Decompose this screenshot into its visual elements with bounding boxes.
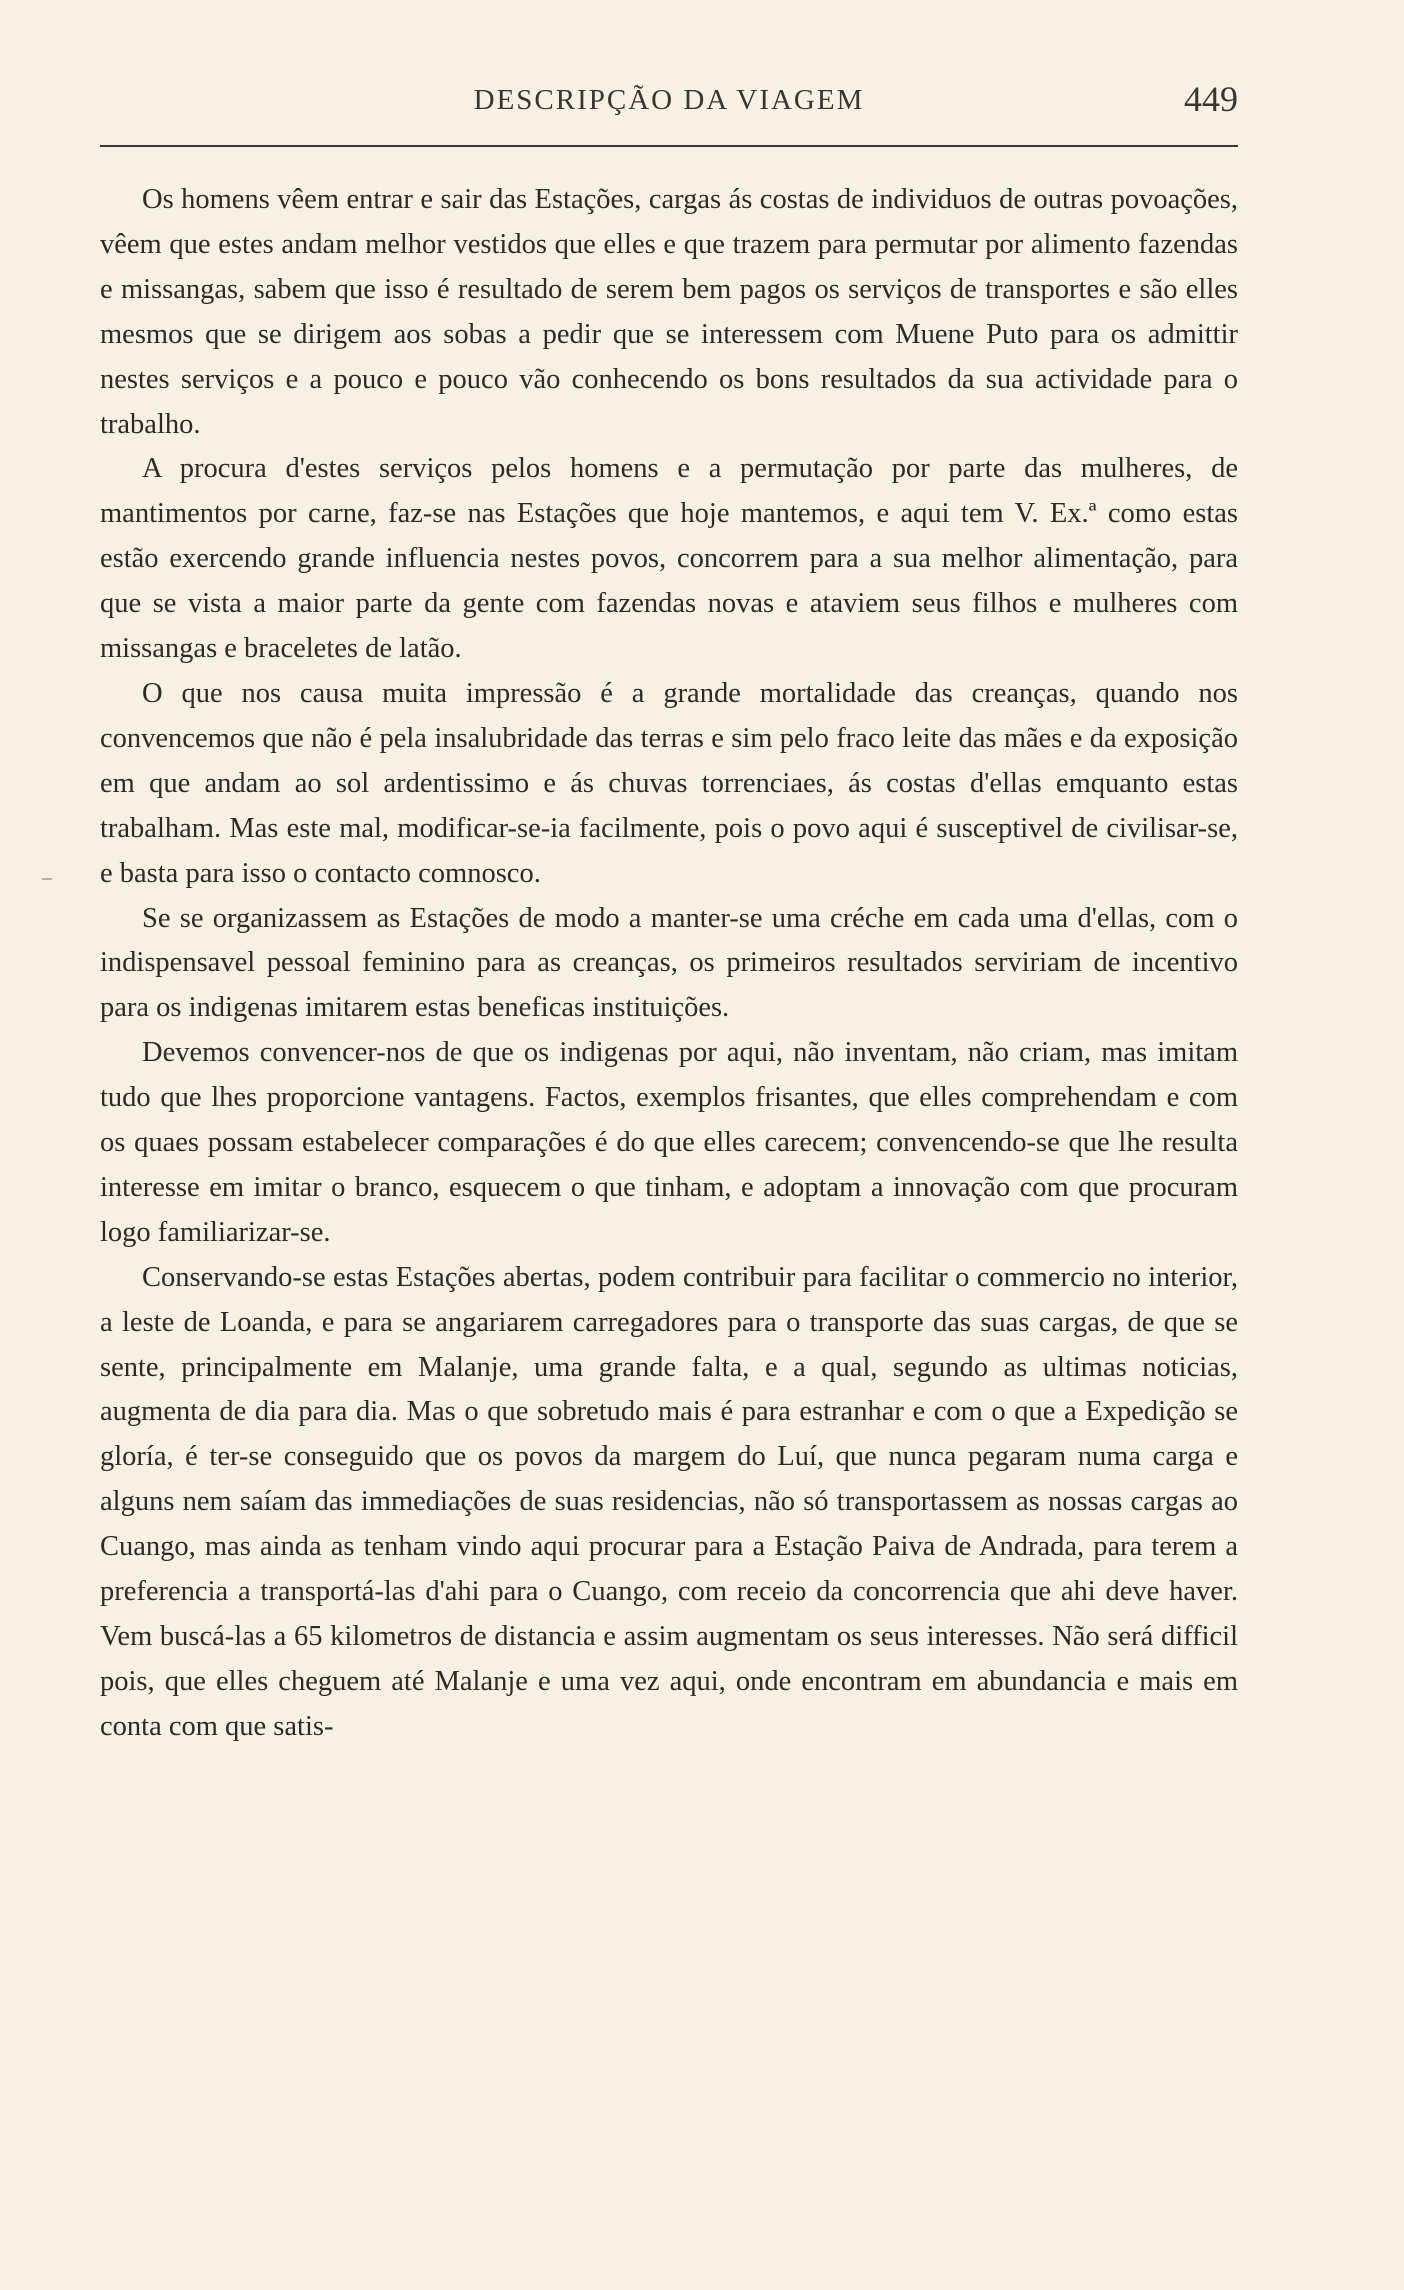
body-text [100, 178, 1238, 1750]
margin-mark [42, 878, 52, 880]
header-rule [100, 145, 1238, 147]
paragraph-4: Se se organizassem as Estações de modo a manter-se uma créche em cada uma d'ellas, com o indispensavel pessoal feminino para as creanças, os primeiros resultados serviriam de incentivo para os indigenas imitarem estas beneficas instituições. [100, 902, 1238, 1024]
paragraph-2: A procura d'estes serviços pelos homens e a permutação por parte das mulheres, de mantimentos por carne, faz-se nas Estações que hoje mantemos, e aqui tem V. Ex.ª como estas estão exercendo grande influencia nestes povos, concorrem para a sua melhor alimentação, para que se vista a maior parte da gente com fazendas novas e ataviem seus filhos e mulheres com missangas e braceletes de latão. [100, 453, 1238, 665]
paragraph-3: O que nos causa muita impressão é a grande mortalidade das creanças, quando nos convencemos que não é pela insalubridade das terras e sim pelo fraco leite das mães e da exposição em que andam ao sol ardentissimo e ás chuvas torrenciaes, ás costas d'ellas emquanto estas trabalham. Mas este mal, modificar-se-ia facilmente, pois o povo aqui é susceptivel de civilisar-se, e basta para isso o contacto comnosco. [100, 677, 1238, 889]
page-header [100, 78, 1238, 128]
paragraph-5: Devemos convencer-nos de que os indigenas por aqui, não inventam, não criam, mas imitam tudo que lhes proporcione vantagens. Factos, exemplos frisantes, que elles comprehendam e com os quaes possam estabelecer comparações é do que elles carecem; convencendo-se que lhe resulta interesse em imitar o branco, esquecem o que tinham, e adoptam a innovação com que procuram logo familiarizar-se. [100, 1037, 1238, 1248]
paragraph-1: Os homens vêem entrar e sair das Estações, cargas ás costas de individuos de outras povoações, vêem que estes andam melhor vestidos que elles e que trazem para permutar por alimento fazendas e missangas, sabem que isso é resultado de serem bem pagos os serviços de transportes e são elles mesmos que se dirigem aos sobas a pedir que se interessem com Muene Puto para os admittir nestes serviços e a pouco e pouco vão conhecendo os bons resultados da sua actividade para o trabalho. [100, 184, 1238, 440]
page-number: 449 [1184, 79, 1238, 119]
paragraph-6: Conservando-se estas Estações abertas, podem contribuir para facilitar o commercio no interior, a leste de Loanda, e para se angariarem carregadores para o transporte das suas cargas, de que se sente, principalmente em Malanje, uma grande falta, e a qual, segundo as ultimas noticias, augmenta de dia para dia. Mas o que sobretudo mais é para estranhar e com o que a Expedição se gloría, é ter-se conseguido que os povos da margem do Luí, que nunca pegaram numa carga e alguns nem saíam das immediações de suas residencias, não só transportassem as nossas cargas ao Cuango, mas ainda as tenham vindo aqui procurar para a Estação Paiva de Andrada, para terem a preferencia a transportá-las d'ahi para o Cuango, com receio da concorrencia que ahi deve haver. Vem buscá-las a 65 kilometros de distancia e assim augmentam os seus interesses. Não será difficil pois, que elles cheguem até Malanje e uma vez aqui, onde encontram em abundancia e mais em conta com que satis- [100, 1261, 1238, 1742]
running-title: DESCRIPÇÃO DA VIAGEM [473, 84, 865, 116]
